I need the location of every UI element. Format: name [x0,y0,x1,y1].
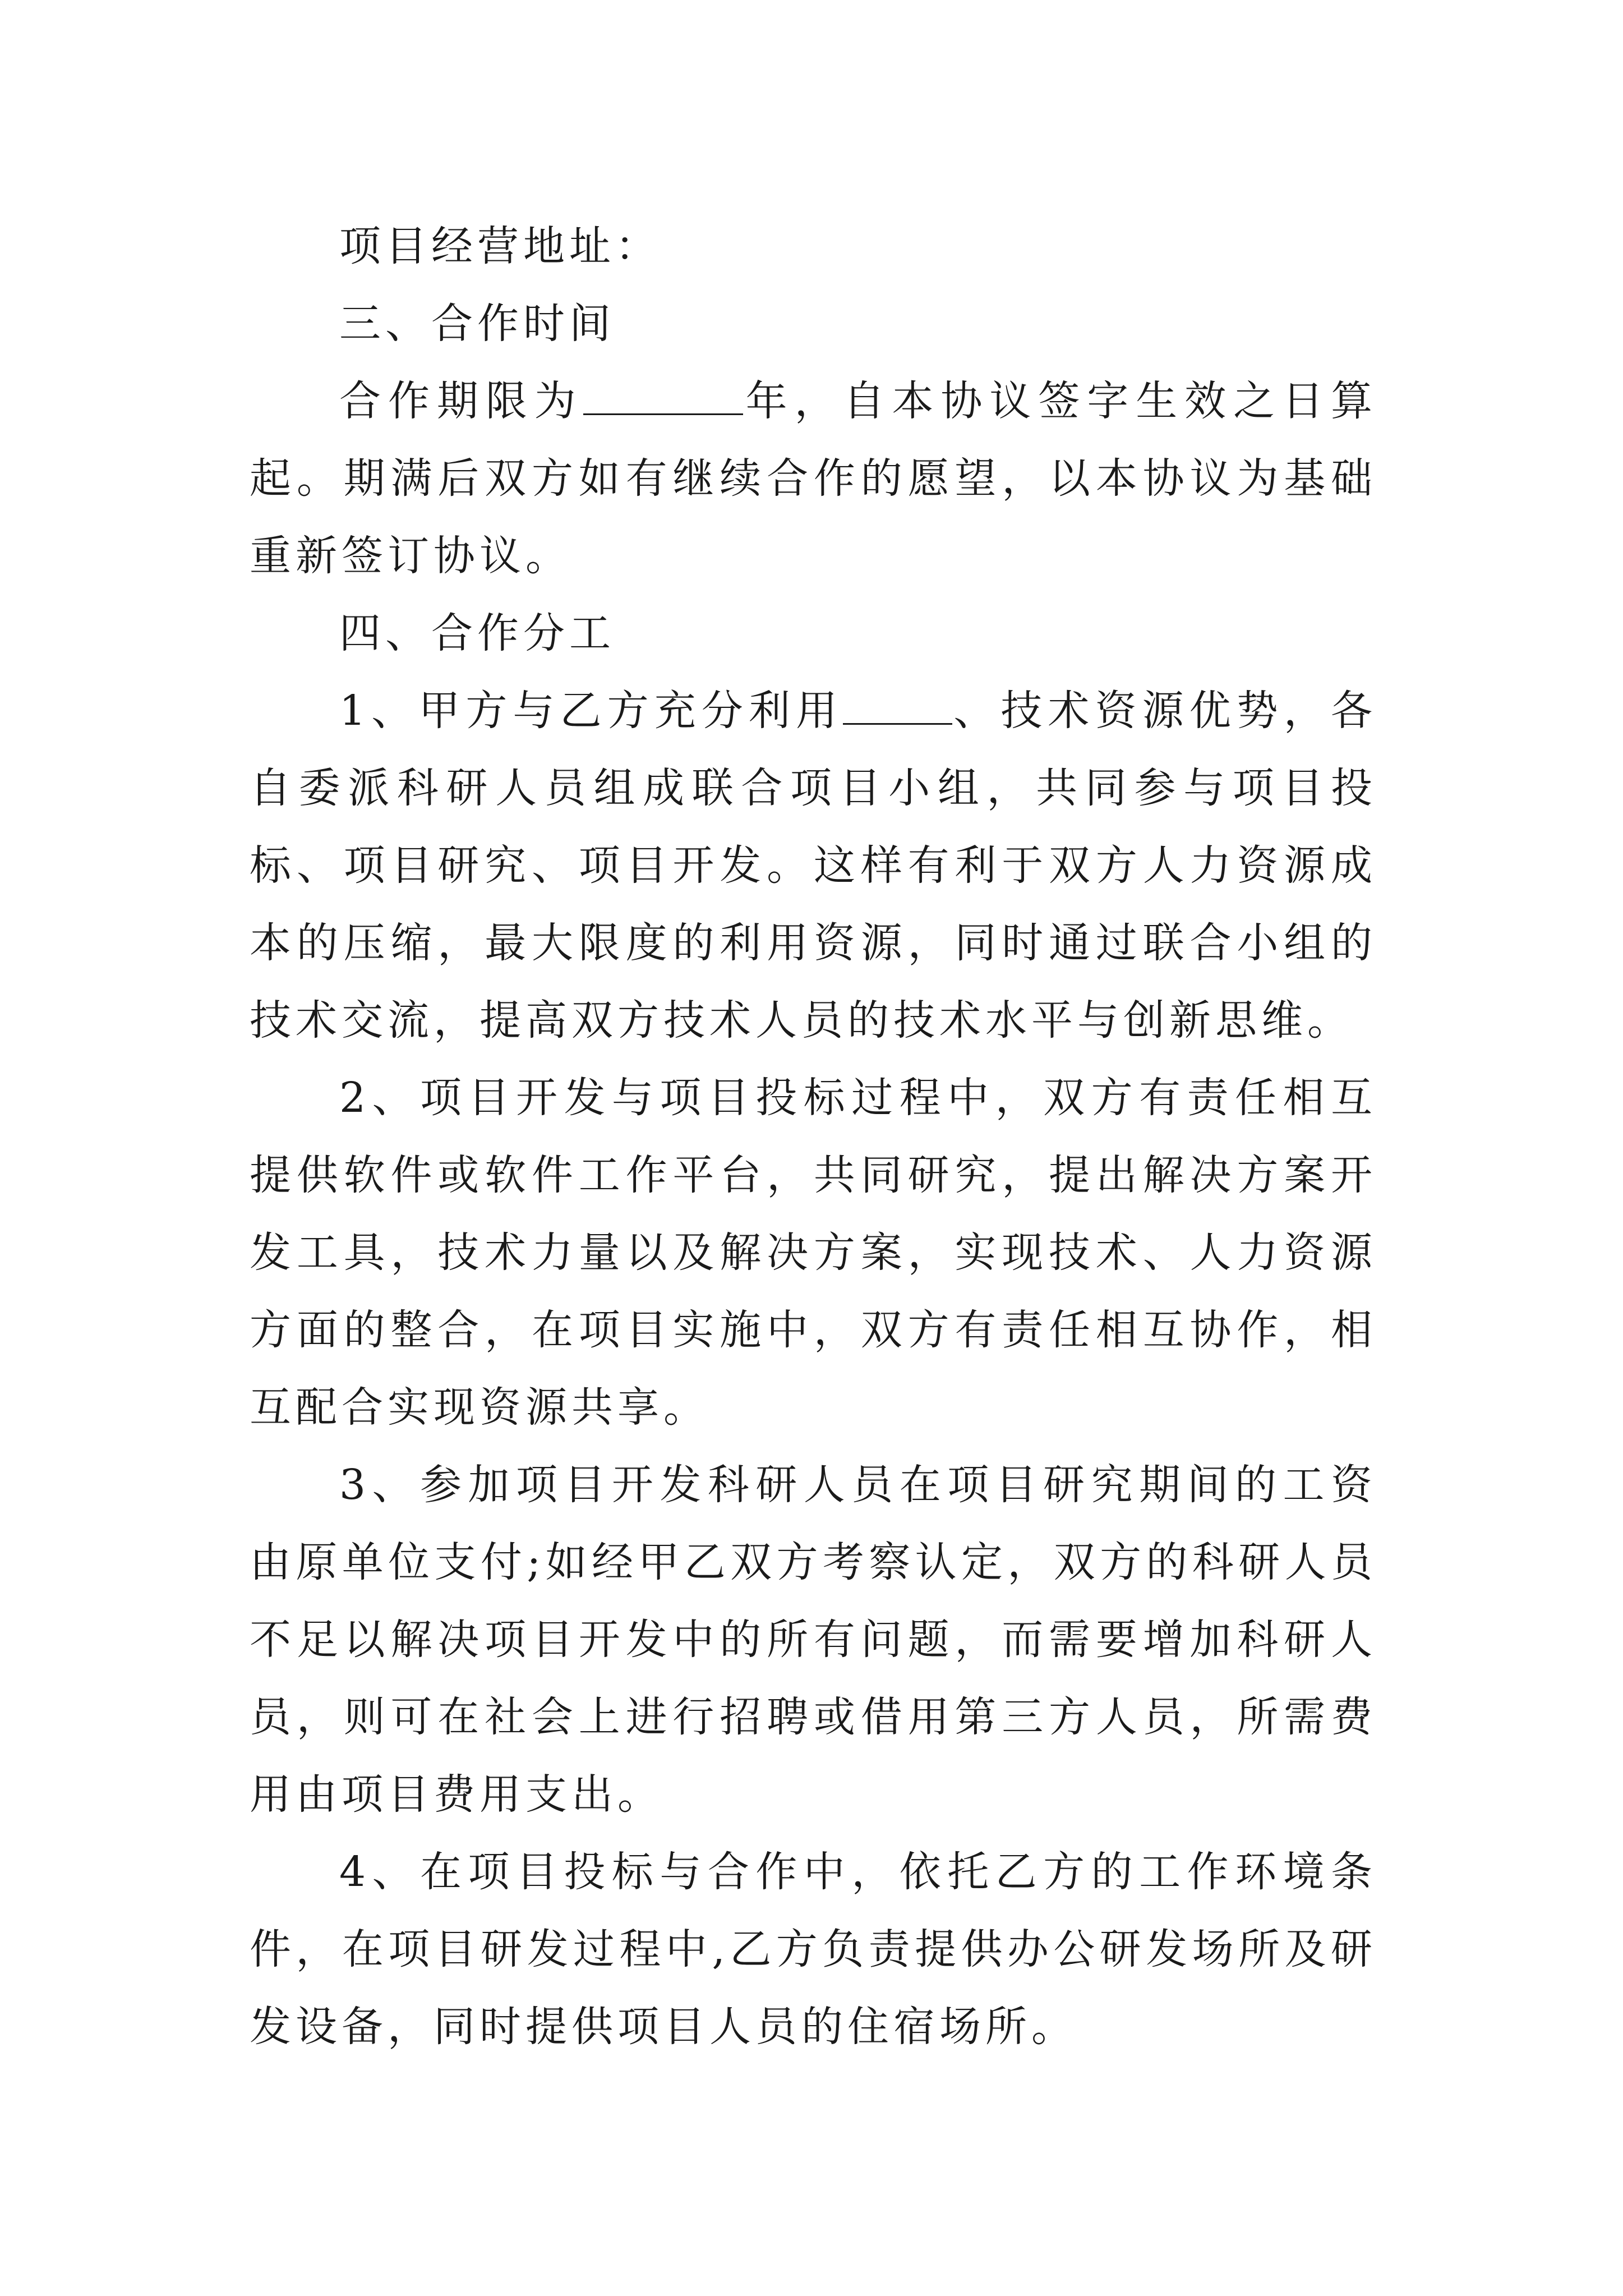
term-text-after: 年，自本协议签字生效之日算起。期满后双方如有继续合作的愿望，以本协议为基础重新签订协议。 [250,377,1377,580]
project-address-line [250,208,1377,285]
address-label: 项目经营地址： [339,222,661,270]
section-4-heading: 四、合作分工 [339,609,615,657]
division-item-1: 1、甲方与乙方充分利用 、技术资源优势，各自委派科研人员组成联合项目小组，共同参与项目投标、项目研究、项目开发。这样有利于双方人力资源成本的压缩，最大限度的利用资源，同时通过联合小组的技术交流，提高双方技术人员的技术水平与创新思维。 [250,687,1377,1045]
division-item-3: 3、参加项目开发科研人员在项目研究期间的工资由原单位支付;如经甲乙双方考察认定，双方的科研人员不足以解决项目开发中的所有问题，而需要增加科研人员，则可在社会上进行招聘或借用第三方人员，所需费用由项目费用支出。 [250,1461,1377,1819]
document-body [250,208,1377,2065]
division-item-2: 2、项目开发与项目投标过程中，双方有责任相互提供软件或软件工作平台，共同研究，提出解决方案开发工具，技术力量以及解决方案，实现技术、人力资源方面的整合，在项目实施中，双方有责任相互协作，相互配合实现资源共享。 [250,1074,1377,1432]
term-years-blank [583,378,743,415]
resource-blank [843,687,952,725]
division-item-4: 4、在项目投标与合作中，依托乙方的工作环境条件，在项目研发过程中,乙方负责提供办公研发场所及研发设备，同时提供项目人员的住宿场所。 [250,1848,1377,2051]
section-3-heading: 三、合作时间 [339,300,615,348]
term-text-before: 合作期限为 [339,377,583,425]
cooperation-term-paragraph [250,362,1377,595]
